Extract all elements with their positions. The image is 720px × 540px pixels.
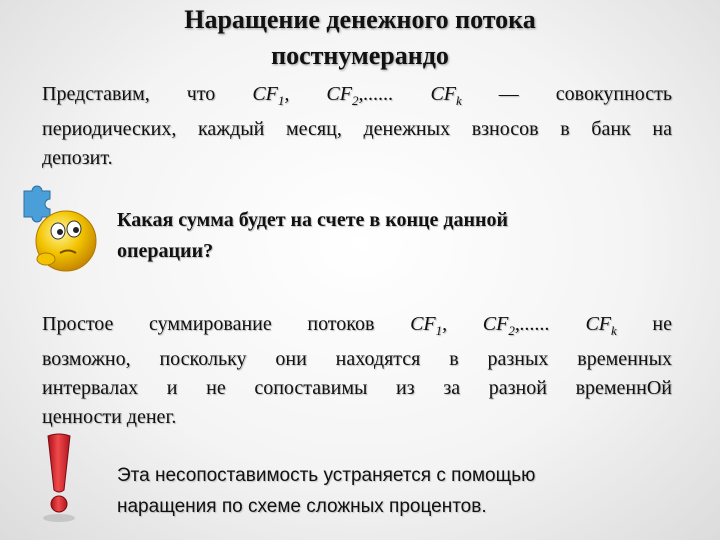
cf-sequence bbox=[410, 313, 617, 338]
intro-paragraph bbox=[42, 80, 672, 173]
note-line2: наращения по схеме сложных процентов. bbox=[117, 496, 487, 517]
explanation-line3: интервалах и не сопоставимы из за разной временнОй bbox=[42, 377, 672, 399]
slide-title bbox=[0, 2, 720, 74]
cf-subscript-0: 1 bbox=[277, 93, 285, 108]
intro-line2: периодических, каждый месяц, денежных взносов в банк на bbox=[42, 118, 672, 140]
cf-separator-0: , bbox=[442, 313, 483, 335]
intro-suffix: — совокупность bbox=[498, 83, 673, 105]
cf-subscript-2: k bbox=[611, 323, 617, 338]
question-line2: операции? bbox=[117, 240, 214, 262]
intro-line3: депозит. bbox=[42, 147, 113, 169]
question-text bbox=[117, 205, 617, 267]
puzzle-piece-icon bbox=[24, 186, 50, 222]
cf-term-2: CF bbox=[585, 313, 611, 335]
explanation-paragraph bbox=[42, 310, 672, 432]
cf-term-0: CF bbox=[410, 313, 436, 335]
cf-term-0: CF bbox=[252, 83, 278, 105]
cf-term-1: CF bbox=[482, 313, 509, 335]
intro-prefix: Представим, что bbox=[42, 83, 216, 105]
slide-title-line2: постнумерандо bbox=[271, 41, 449, 70]
cf-sequence bbox=[252, 83, 462, 108]
cf-separator-1: ,...... bbox=[358, 83, 431, 105]
note-text bbox=[117, 460, 637, 522]
explanation-line2: возможно, поскольку они находятся в разных временных bbox=[42, 348, 672, 370]
cf-separator-1: ,...... bbox=[514, 313, 586, 335]
intro-line1 bbox=[42, 80, 672, 115]
explanation-prefix: Простое суммирование потоков bbox=[42, 313, 375, 335]
cf-subscript-1: 2 bbox=[508, 323, 515, 338]
explanation-suffix: не bbox=[652, 313, 672, 335]
exclamation-icon bbox=[38, 432, 80, 524]
cf-separator-0: , bbox=[284, 83, 327, 105]
cf-term-2: CF bbox=[430, 83, 456, 105]
cf-subscript-1: 2 bbox=[351, 93, 359, 108]
question-line1: Какая сумма будет на счете в конце данной bbox=[117, 209, 509, 231]
thinking-smiley-icon bbox=[18, 183, 104, 275]
explanation-line1 bbox=[42, 310, 672, 345]
cf-subscript-0: 1 bbox=[435, 323, 443, 338]
cf-term-1: CF bbox=[326, 83, 352, 105]
slide-title-line1: Наращение денежного потока bbox=[184, 5, 536, 34]
explanation-line4: ценности денег. bbox=[42, 406, 177, 428]
cf-subscript-2: k bbox=[456, 93, 462, 108]
note-line1: Эта несопоставимость устраняется с помощью bbox=[117, 465, 536, 486]
